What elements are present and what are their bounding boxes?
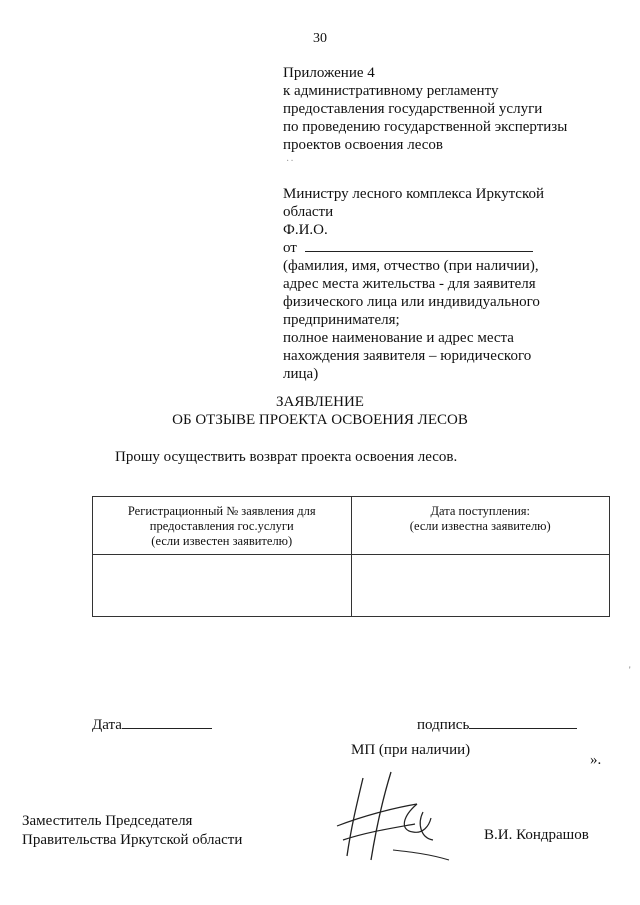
appendix-header — [283, 64, 567, 154]
stamp-label: МП (при наличии) — [351, 742, 471, 758]
appendix-line: к административному регламенту — [283, 83, 499, 99]
signature-blank-line[interactable] — [469, 716, 577, 729]
request-text: Прошу осуществить возврат проекта освоения лесов. — [115, 449, 458, 465]
handwritten-signature — [333, 768, 453, 868]
applicant-detail: физического лица или индивидуального — [283, 294, 540, 310]
title-line: ОБ ОТЗЫВЕ ПРОЕКТА ОСВОЕНИЯ ЛЕСОВ — [172, 412, 468, 428]
reg-number-header: Регистрационный № заявления для предоставления гос.услуги (если известен заявителю) — [93, 497, 352, 555]
date-blank-line[interactable] — [122, 716, 212, 729]
signature-field — [417, 716, 577, 734]
signer-name: В.И. Кондрашов — [484, 827, 589, 843]
applicant-detail: (фамилия, имя, отчество (при наличии), — [283, 258, 539, 274]
appendix-line: проектов освоения лесов — [283, 137, 443, 153]
reg-number-cell[interactable] — [93, 555, 352, 617]
appendix-line: предоставления государственной услуги — [283, 101, 543, 117]
signature-label: подпись — [417, 717, 470, 733]
page-number: 30 — [313, 31, 327, 46]
scan-artifact: ' — [629, 665, 631, 675]
signer-position — [22, 812, 242, 850]
receipt-date-header: Дата поступления: (если известна заявителю) — [351, 497, 610, 555]
document-title — [0, 393, 640, 429]
table-header-row — [93, 497, 610, 555]
appendix-line: по проведению государственной экспертизы — [283, 119, 568, 135]
signer-position-line: Заместитель Председателя — [22, 813, 193, 829]
title-line: ЗАЯВЛЕНИЕ — [276, 394, 364, 410]
registration-table — [92, 496, 610, 617]
addressee-line: Министру лесного комплекса Иркутской — [283, 186, 545, 202]
applicant-detail: предпринимателя; — [283, 312, 400, 328]
closing-quote: ». — [590, 752, 602, 768]
receipt-date-cell[interactable] — [351, 555, 610, 617]
from-blank-line — [305, 239, 533, 252]
from-row — [283, 239, 583, 257]
from-label: от — [283, 240, 297, 256]
addressee-line: области — [283, 204, 334, 220]
applicant-detail: адрес места жительства - для заявителя — [283, 276, 536, 292]
applicant-detail: полное наименование и адрес места — [283, 330, 514, 346]
applicant-detail: нахождения заявителя – юридического — [283, 348, 532, 364]
table-row — [93, 555, 610, 617]
signer-position-line: Правительства Иркутской области — [22, 832, 243, 848]
scan-artifact: ·· — [286, 156, 295, 167]
date-field — [92, 716, 212, 734]
addressee-line: Ф.И.О. — [283, 222, 328, 238]
applicant-detail: лица) — [283, 366, 319, 382]
date-label: Дата — [92, 717, 122, 733]
appendix-line: Приложение 4 — [283, 65, 375, 81]
addressee-block — [283, 185, 583, 383]
